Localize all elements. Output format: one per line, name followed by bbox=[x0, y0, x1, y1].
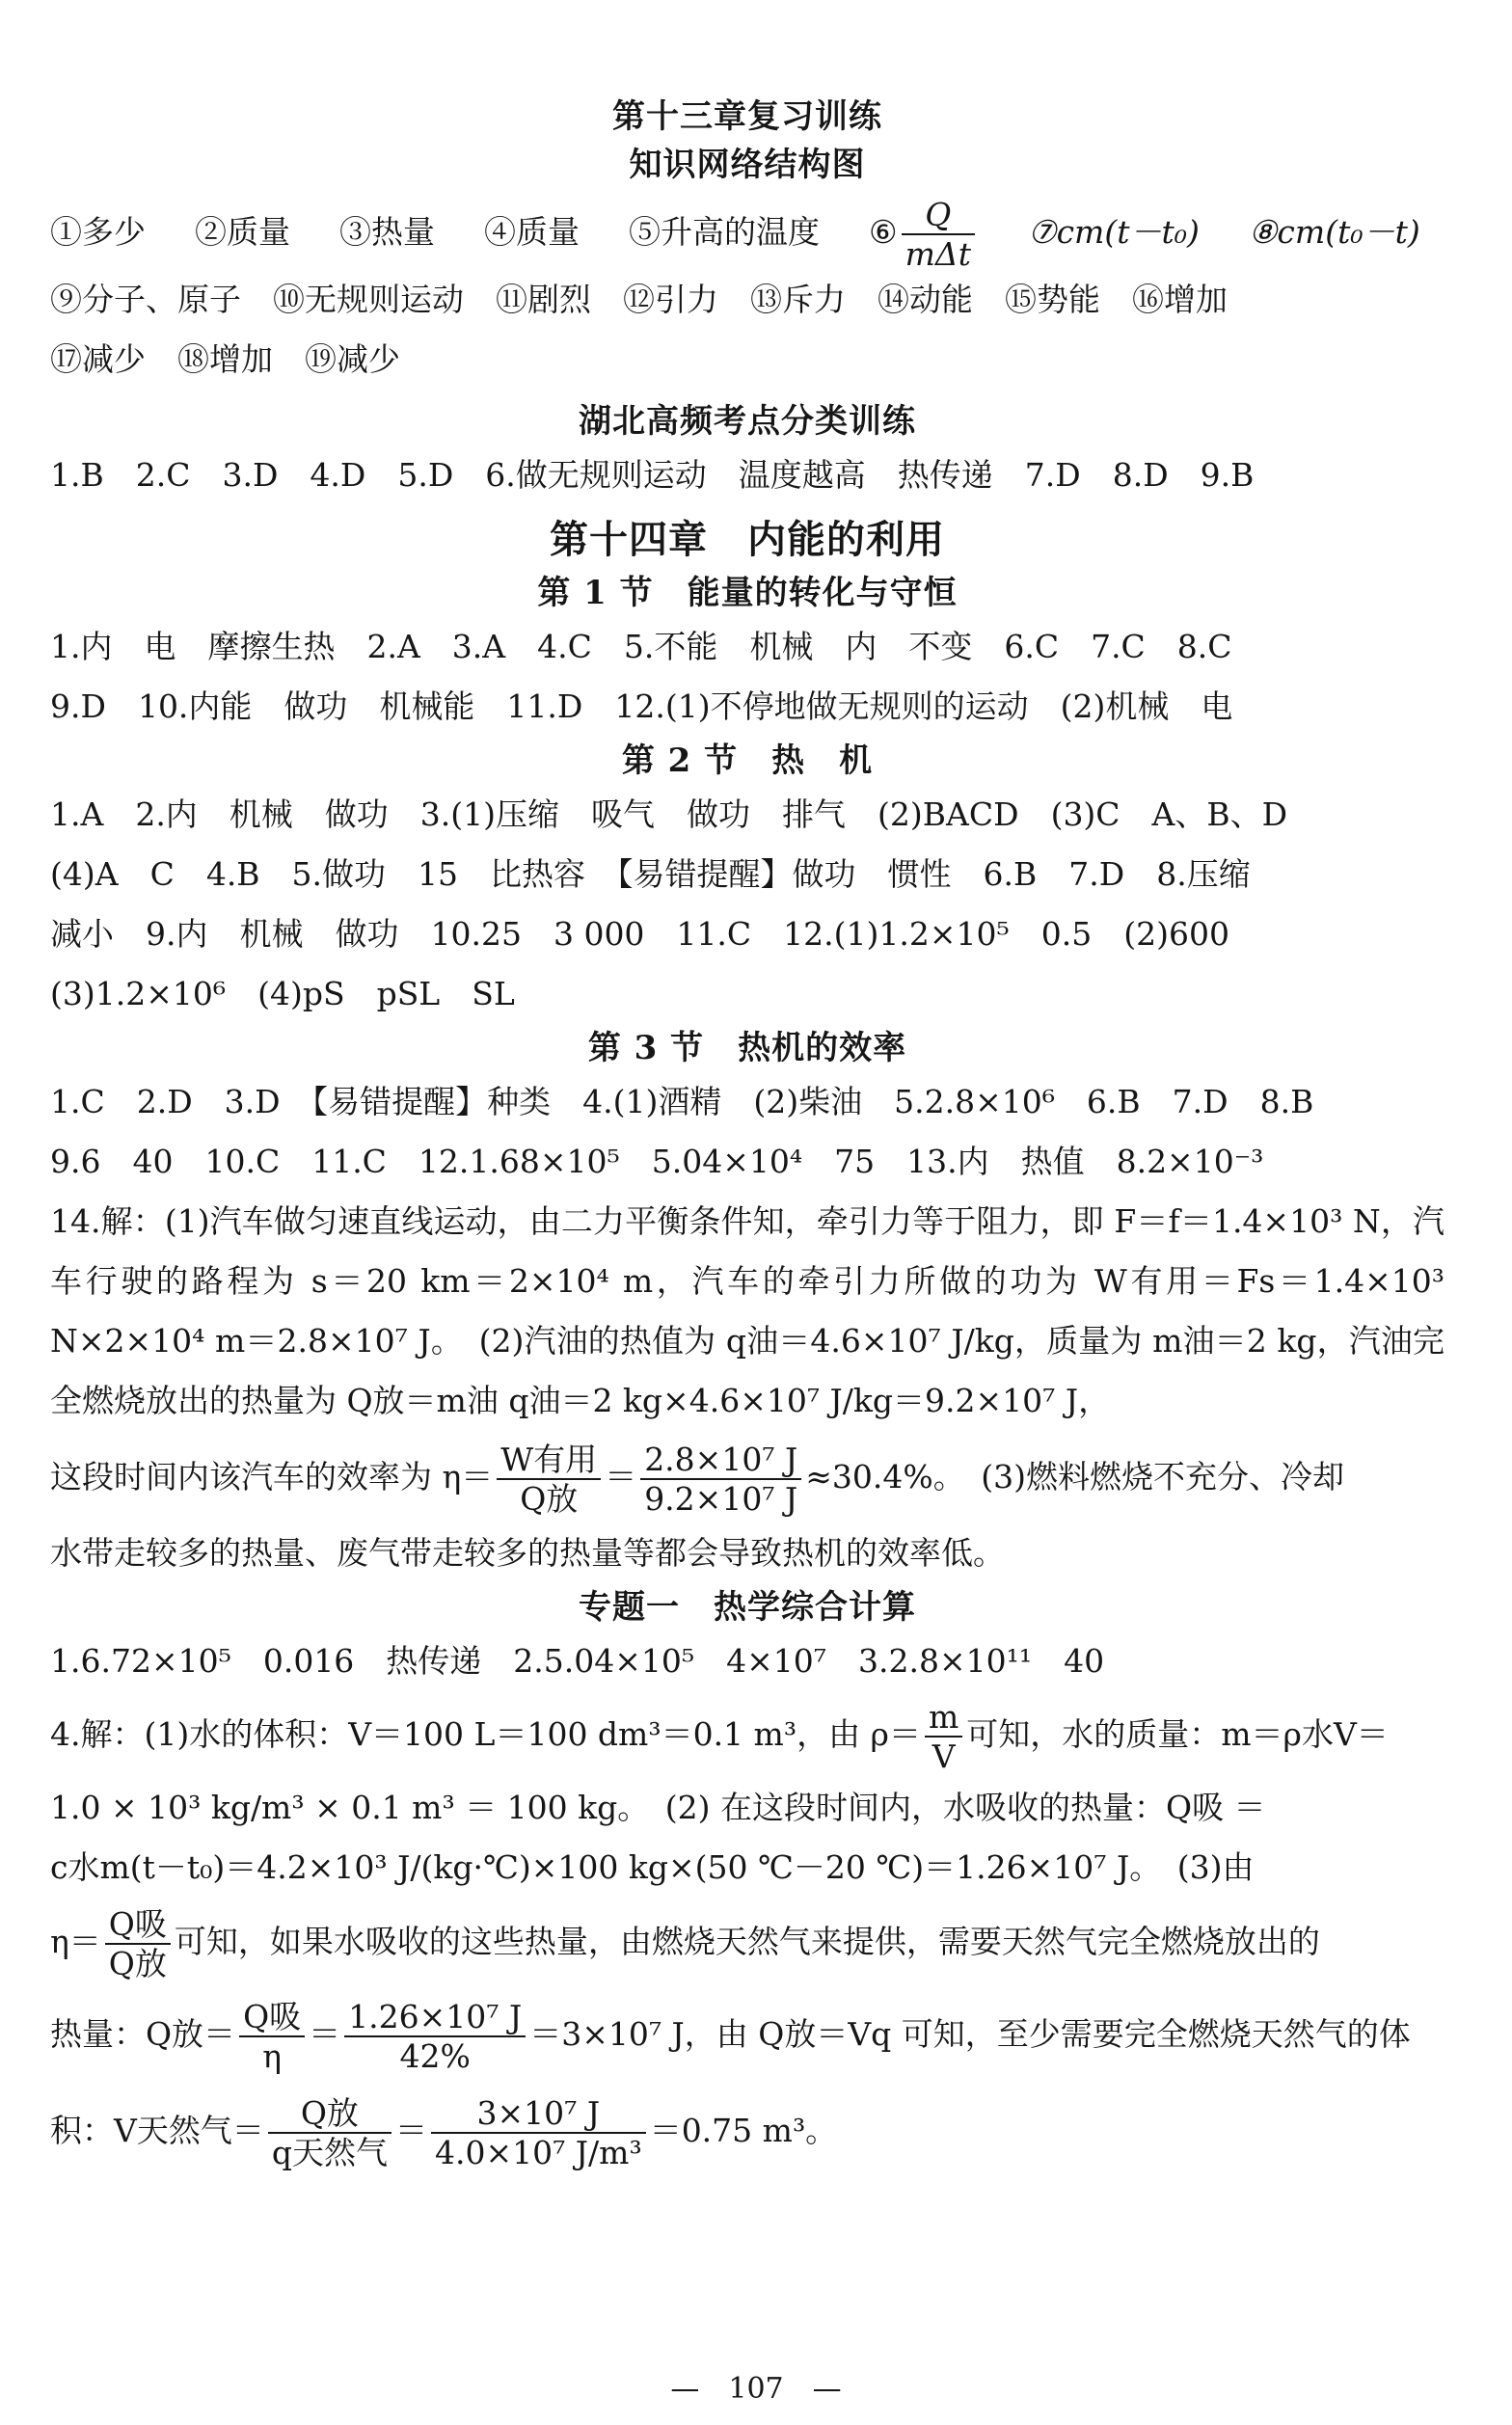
chapter-title: 第十四章 内能的利用 bbox=[550, 517, 945, 562]
hubei-answers: 1.B 2.C 3.D 4.D 5.D 6.做无规则运动 温度越高 热传递 7.D 8.D 9.B bbox=[50, 456, 1255, 494]
topic-line: 1.6.72×10⁵ 0.016 热传递 2.5.04×10⁵ 4×10⁷ 3.2.8×10¹¹ 40 bbox=[50, 1642, 1105, 1680]
section-2-line: (3)1.2×10⁶ (4)pS pSL SL bbox=[50, 975, 515, 1012]
section-1-line: 1.内 电 摩擦生热 2.A 3.A 4.C 5.不能 机械 内 不变 6.C 7.C 8.C bbox=[50, 628, 1232, 665]
topic-title: 专题一 热学综合计算 bbox=[579, 1588, 916, 1627]
knowledge-item: ①多少 bbox=[50, 213, 146, 251]
hubei-title: 湖北高频考点分类训练 bbox=[579, 402, 916, 441]
fraction: $\frac{\text{Q放}}{\text{q天然气}}$ bbox=[268, 2097, 392, 2169]
section-1-line: 9.D 10.内能 做功 机械能 11.D 12.(1)不停地做无规则的运动 (2)机械 电 bbox=[50, 687, 1233, 725]
page-content bbox=[50, 93, 1444, 2179]
knowledge-item-8: ⑧cm(t₀－t) bbox=[1248, 213, 1420, 251]
question-14-efficiency: 这段时间内该汽车的效率为 η＝ $\frac{\text{W有用}}{\text{Q放}}$ ＝ $\frac{\text{2.8×10⁷ J}}{\text{9.2×10⁷ J}}$ ≈30.4%。 (3)燃料燃烧不充分、冷却 bbox=[50, 1441, 1344, 1518]
knowledge-row-3: ⑰减少 ⑱增加 ⑲减少 bbox=[50, 340, 400, 378]
fraction: $\frac{\text{2.8×10⁷ J}}{\text{9.2×10⁷ J}}$ bbox=[640, 1443, 801, 1515]
question-4-line: c水m(t－t₀)＝4.2×10³ J/(kg·℃)×100 kg×(50 ℃－20 ℃)＝1.26×10⁷ J。 (3)由 bbox=[50, 1848, 1255, 1886]
section-3-line: 1.C 2.D 3.D 【易错提醒】种类 4.(1)酒精 (2)柴油 5.2.8×10⁶ 6.B 7.D 8.B bbox=[50, 1083, 1314, 1120]
section-2-line: (4)A C 4.B 5.做功 15 比热容 【易错提醒】做功 惯性 6.B 7.D 8.压缩 bbox=[50, 855, 1251, 893]
question-14-conclusion: 水带走较多的热量、废气带走较多的热量等都会导致热机的效率低。 bbox=[50, 1534, 1005, 1572]
fraction: $\frac{\text{1.26×10⁷ J}}{42\%}$ bbox=[344, 2001, 526, 2072]
knowledge-row-2: ⑨分子、原子 ⑩无规则运动 ⑪剧烈 ⑫引力 ⑬斥力 ⑭动能 ⑮势能 ⑯增加 bbox=[50, 281, 1228, 318]
question-4-line: 积：V天然气＝ $\frac{\text{Q放}}{\text{q天然气}}$ ＝ $\frac{\text{3×10⁷ J}}{\text{4.0×10⁷ J/m³}}$ ＝0.75 m³。 bbox=[50, 2094, 838, 2171]
section-1-title: 第 1 节 能量的转化与守恒 bbox=[537, 574, 958, 612]
knowledge-row-1 bbox=[50, 196, 1444, 273]
knowledge-item: ⑤升高的温度 bbox=[629, 213, 820, 251]
section-2-title: 第 2 节 热 机 bbox=[621, 741, 874, 780]
section-2-line: 减小 9.内 机械 做功 10.25 3 000 11.C 12.(1)1.2×10⁵ 0.5 (2)600 bbox=[50, 915, 1229, 953]
fraction: $\frac{\text{W有用}}{\text{Q放}}$ bbox=[497, 1443, 601, 1515]
question-4-line: 1.0 × 10³ kg/m³ × 0.1 m³ ＝ 100 kg。 (2) 在这段时间内，水吸收的热量：Q吸 ＝ bbox=[50, 1789, 1266, 1826]
fraction: $\frac{\text{3×10⁷ J}}{\text{4.0×10⁷ J/m³}}$ bbox=[431, 2097, 646, 2169]
question-4-line: η＝ $\frac{\text{Q吸}}{\text{Q放}}$ 可知，如果水吸收的这些热量，由燃烧天然气来提供，需要天然气完全燃烧放出的 bbox=[50, 1905, 1320, 1982]
fraction: $\frac{Q}{\text{mΔt}}$ bbox=[902, 199, 975, 270]
question-4-line: 4.解：(1)水的体积：V＝100 L＝100 dm³＝0.1 m³，由 ρ＝ $\frac{m}{V}$ 可知，水的质量：m＝ρ水V＝ bbox=[50, 1698, 1389, 1775]
knowledge-item: ②质量 bbox=[195, 213, 290, 251]
section-3-title: 第 3 节 热机的效率 bbox=[587, 1029, 907, 1067]
knowledge-item: ④质量 bbox=[484, 213, 580, 251]
knowledge-item-6: ⑥ $\frac{Q}{\text{mΔt}}$ bbox=[869, 213, 988, 251]
review-subtitle: 知识网络结构图 bbox=[629, 146, 866, 184]
page-number: — 107 — bbox=[670, 2372, 842, 2406]
question-4-line: 热量：Q放＝ $\frac{\text{Q吸}}{\eta}$ ＝ $\frac{\text{1.26×10⁷ J}}{42\%}$ ＝3×10⁷ J，由 Q放＝Vq 可知，至少需要完全燃烧天然气的体 bbox=[50, 1998, 1411, 2075]
fraction: $\frac{m}{V}$ bbox=[925, 1701, 962, 1772]
fraction: $\frac{\text{Q吸}}{\text{Q放}}$ bbox=[105, 1908, 171, 1980]
question-14-solution: 14.解：(1)汽车做匀速直线运动，由二力平衡条件知，牵引力等于阻力，即 F＝f＝1.4×10³ N，汽车行驶的路程为 s＝20 km＝2×10⁴ m，汽车的牵引力所做的功为 W有用＝Fs＝1.4×10³ N×2×10⁴ m＝2.8×10⁷ J。 (2)汽油的热值为 q油＝4.6×10⁷ J/kg，质量为 m油＝2 kg，汽油完全燃烧放出的热量为 Q放＝m油 q油＝2 kg×4.6×10⁷ J/kg＝9.2×10⁷ J， bbox=[50, 1202, 1444, 1419]
review-title: 第十三章复习训练 bbox=[612, 97, 882, 136]
knowledge-item-7: ⑦cm(t－t₀) bbox=[1027, 213, 1200, 251]
knowledge-item: ③热量 bbox=[339, 213, 435, 251]
fraction: $\frac{\text{Q吸}}{\eta}$ bbox=[239, 2001, 305, 2072]
section-2-line: 1.A 2.内 机械 做功 3.(1)压缩 吸气 做功 排气 (2)BACD (3)C A、B、D bbox=[50, 795, 1288, 833]
section-3-line: 9.6 40 10.C 11.C 12.1.68×10⁵ 5.04×10⁴ 75 13.内 热值 8.2×10⁻³ bbox=[50, 1143, 1264, 1180]
